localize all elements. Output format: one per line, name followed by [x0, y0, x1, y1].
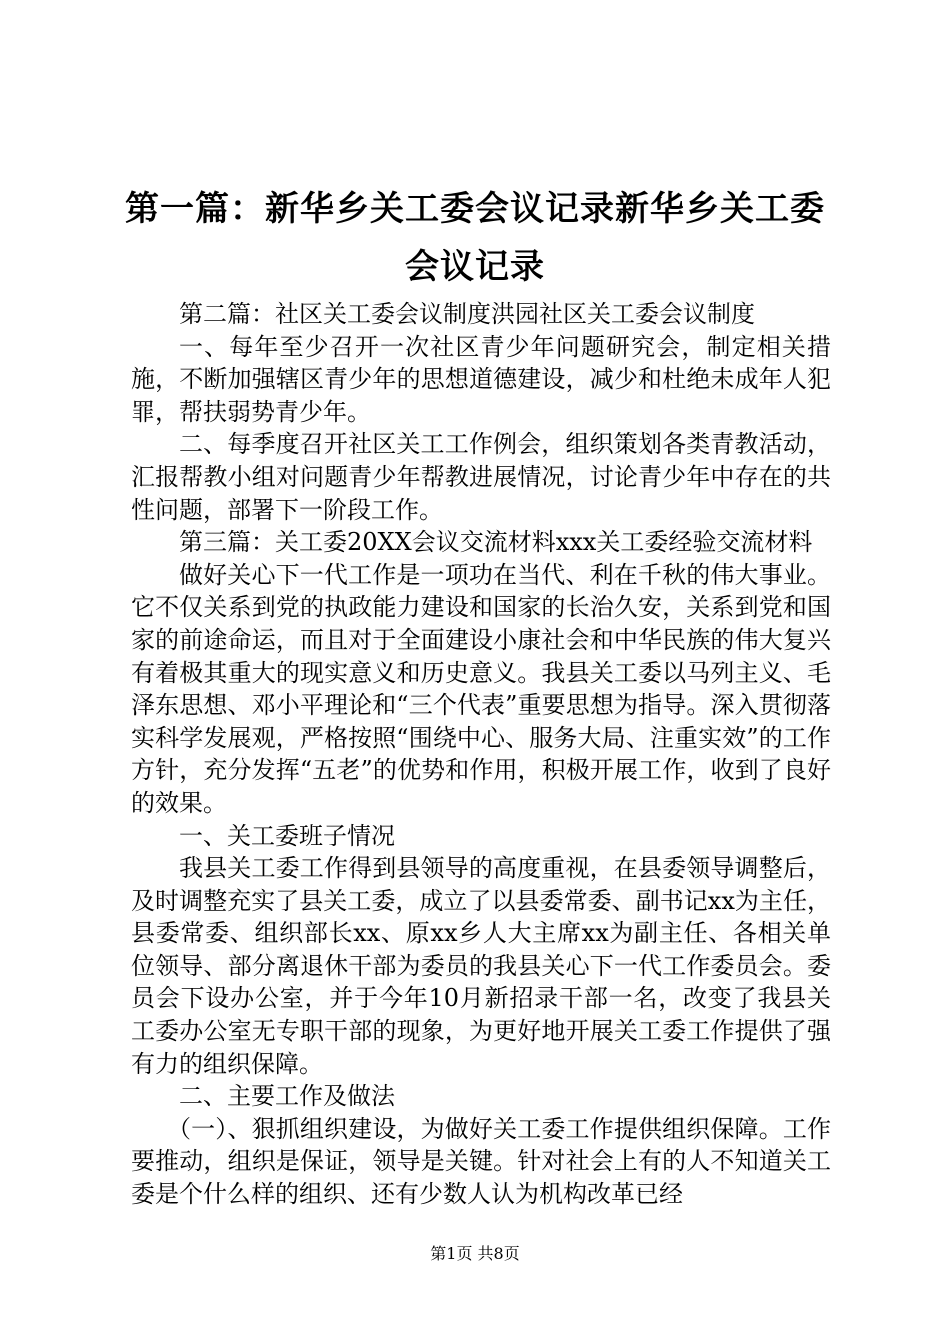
paragraph-organization: （一）、狠抓组织建设，为做好关工委工作提供组织保障。工作要推动，组织是保证，领导是关键。针对社会上有的人不知道关工委是个什么样的组织、还有少数人认为机构改革已经 — [131, 1114, 831, 1209]
paragraph-part-three-heading: 第三篇：关工委20XX会议交流材料xxx关工委经验交流材料 — [179, 528, 813, 557]
section-heading-main-work: 二、主要工作及做法 — [179, 1082, 395, 1111]
page-number-footer: 第1页 共8页 — [430, 1244, 520, 1263]
document-body — [131, 298, 831, 1211]
paragraph-team: 我县关工委工作得到县领导的高度重视，在县委领导调整后，及时调整充实了县关工委，成立了以县委常委、副书记xx为主任，县委常委、组织部长xx、原xx乡人大主席xx为副主任、各相关单位领导、部分离退休干部为委员的我县关心下一代工作委员会。委员会下设办公室，并于今年10月新招录干部一名，改变了我县关工委办公室无专职干部的现象，为更好地开展关工委工作提供了强有力的组织保障。 — [131, 854, 831, 1078]
paragraph-item-two: 二、每季度召开社区关工工作例会，组织策划各类青教活动，汇报帮教小组对问题青少年帮教进展情况，讨论青少年中存在的共性问题，部署下一阶段工作。 — [131, 430, 831, 524]
paragraph-part-two-heading: 第二篇：社区关工委会议制度洪园社区关工委会议制度 — [179, 300, 755, 328]
document-title: 第一篇：新华乡关工委会议记录新华乡关工委会议记录 — [125, 189, 825, 287]
paragraph-intro: 做好关心下一代工作是一项功在当代、利在千秋的伟大事业。它不仅关系到党的执政能力建设和国家的长治久安，关系到党和国家的前途命运，而且对于全面建设小康社会和中华民族的伟大复兴有着极其重大的现实意义和历史意义。我县关工委以马列主义、毛泽东思想、邓小平理论和“三个代表”重要思想为指导。深入贯彻落实科学发展观，严格按照“围绕中心、服务大局、注重实效”的工作方针，充分发挥“五老”的优势和作用，积极开展工作，收到了良好的效果。 — [131, 560, 831, 817]
paragraph-item-one: 一、每年至少召开一次社区青少年问题研究会，制定相关措施，不断加强辖区青少年的思想道德建设，减少和杜绝未成年人犯罪，帮扶弱势青少年。 — [131, 332, 831, 426]
section-heading-team: 一、关工委班子情况 — [179, 821, 395, 850]
